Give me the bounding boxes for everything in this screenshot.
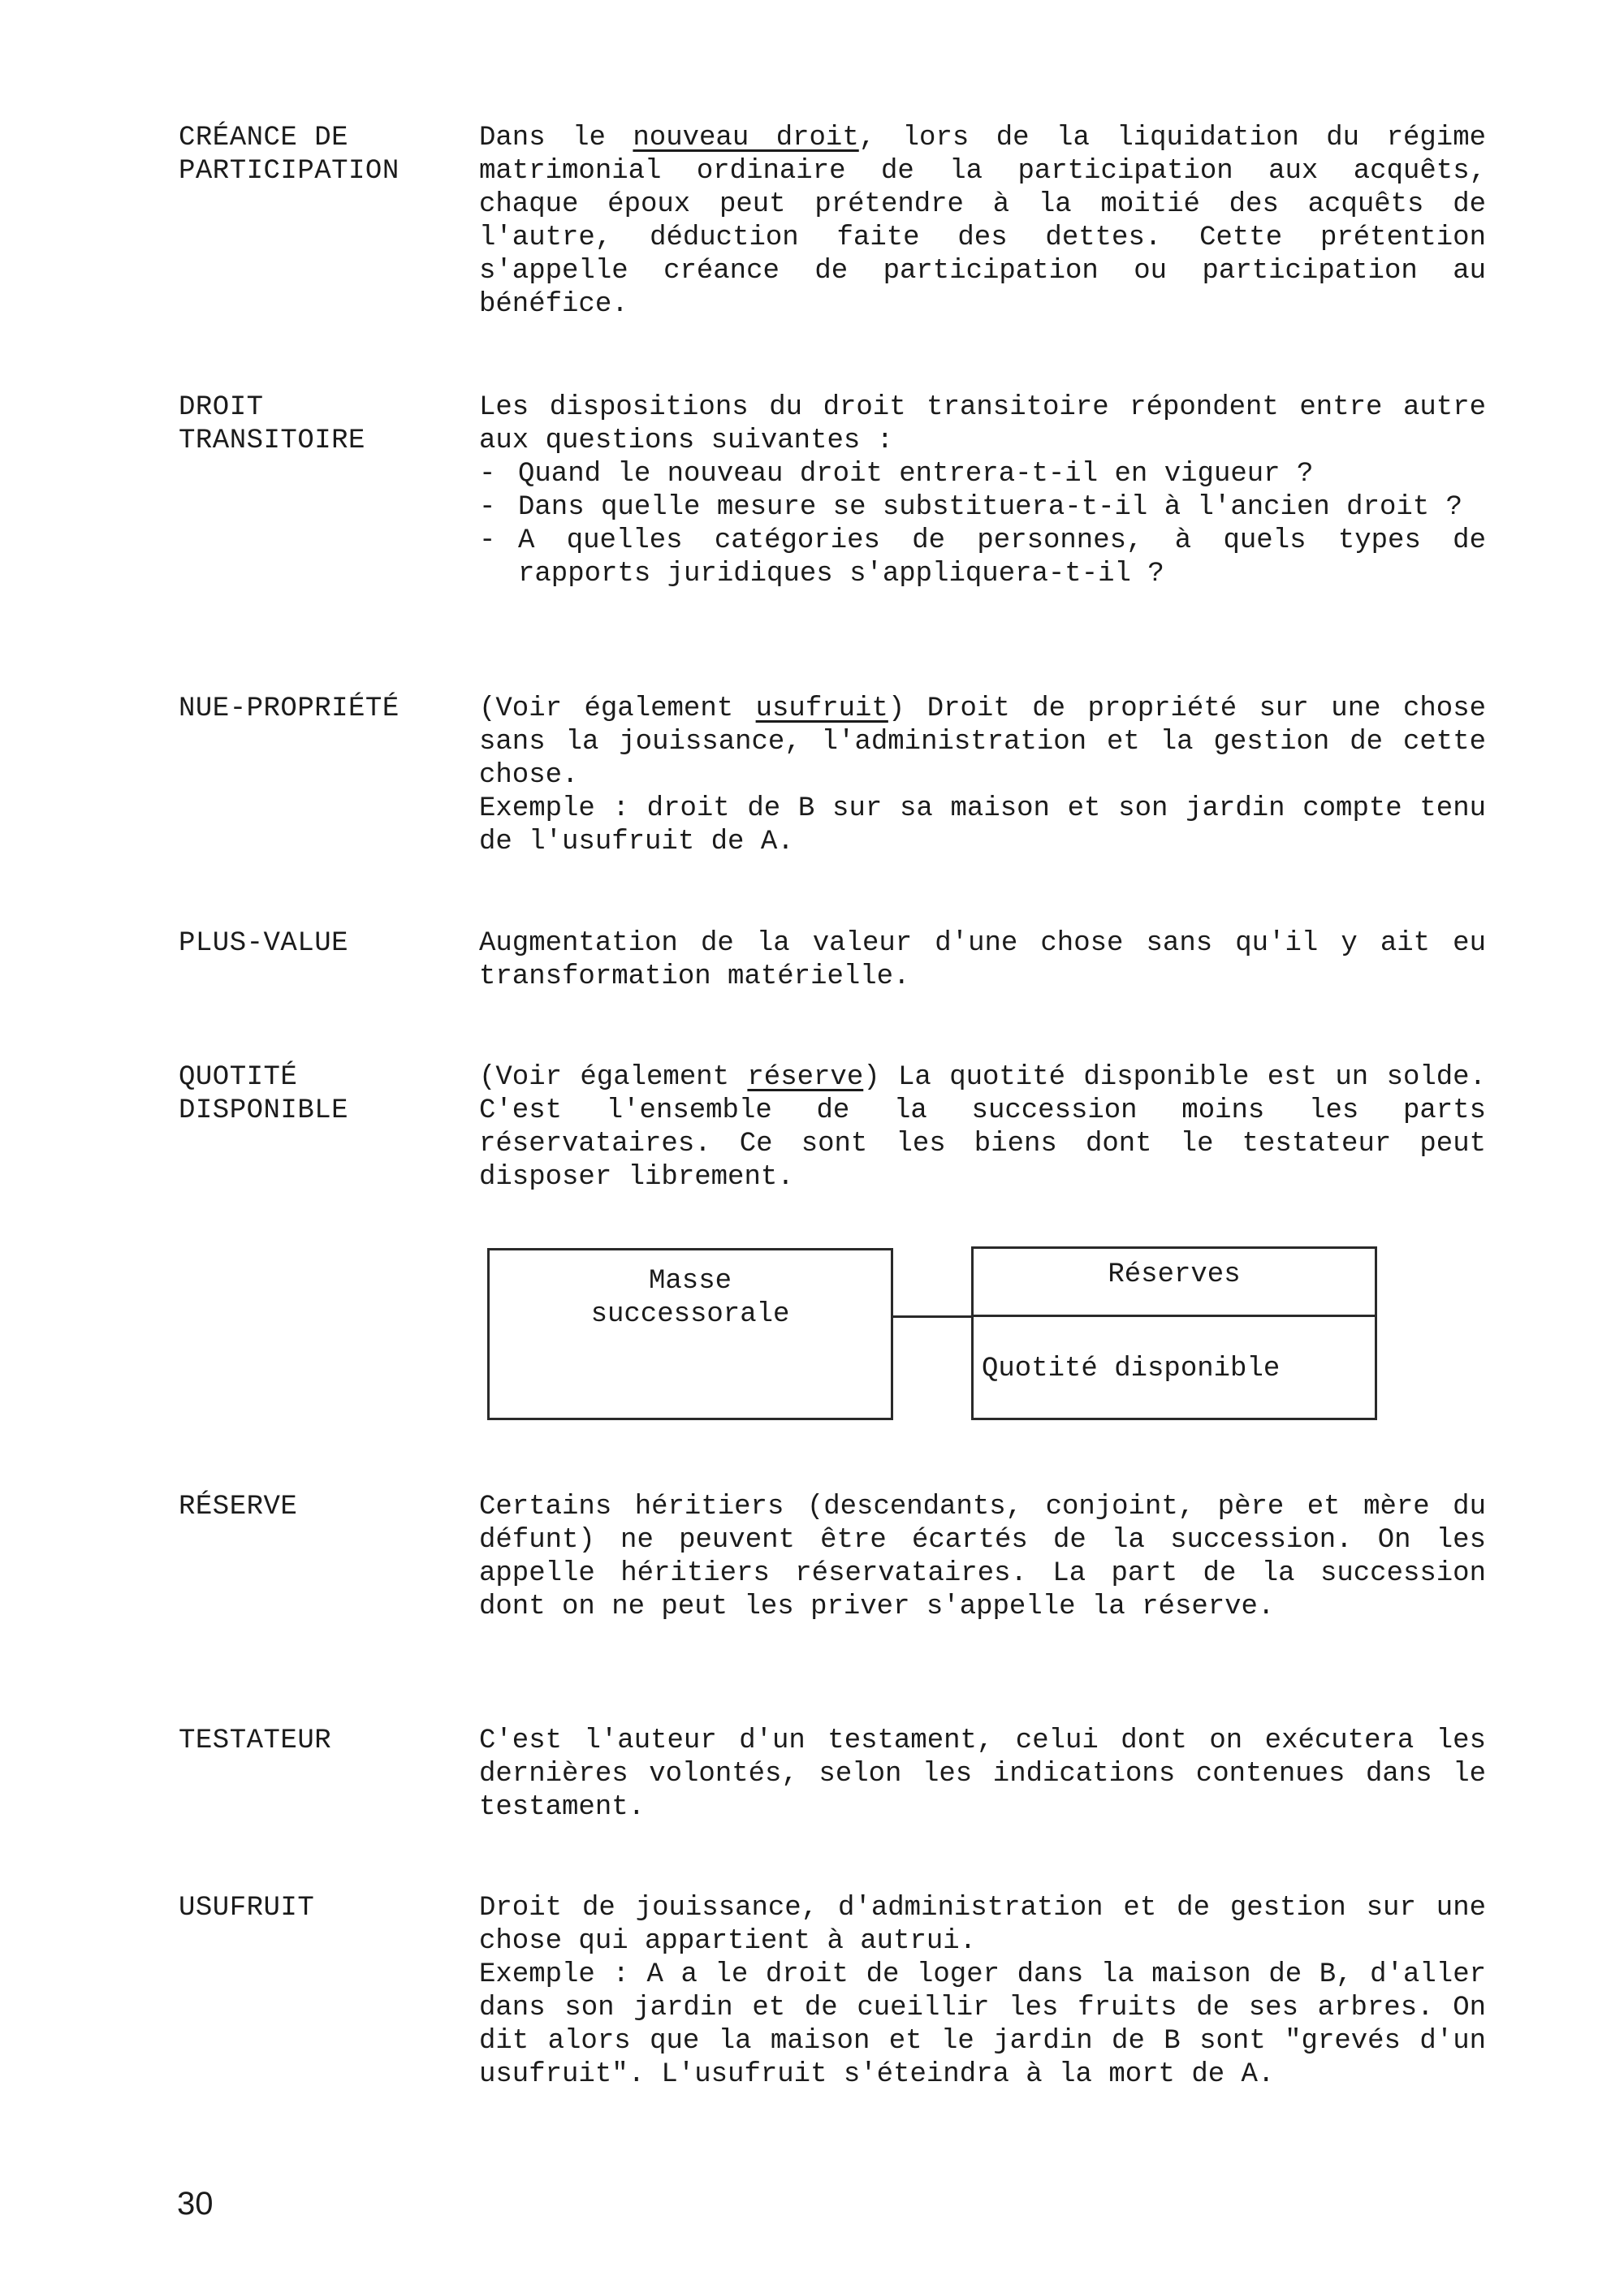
definition-text-start: (Voir également bbox=[479, 693, 756, 724]
quotite-disponible-label: Quotité disponible bbox=[982, 1354, 1281, 1384]
definition-text: C'est l'auteur d'un testament, celui dont on exécutera les dernières volontés, selon les indications contenues dans le testament. bbox=[479, 1725, 1486, 1823]
masse-successorale-label: Masse successorale bbox=[590, 1266, 790, 1330]
diagram-connector-line bbox=[893, 1315, 973, 1318]
list-item bbox=[479, 458, 1486, 491]
bullet-dash: - bbox=[479, 525, 496, 556]
page-number: 30 bbox=[177, 2186, 214, 2222]
term-plus-value: PLUS-VALUE bbox=[179, 928, 349, 959]
bullet-dash: - bbox=[479, 459, 496, 490]
definition-text-rest: ) Droit de propriété sur une chose sans la jouissance, l'administration et la gestion de cette chose. bbox=[479, 693, 1487, 791]
bullet-dash: - bbox=[479, 492, 496, 523]
definition-nue-propriete bbox=[479, 693, 1486, 859]
link-nouveau-droit[interactable]: nouveau droit bbox=[633, 123, 859, 153]
reserves-cell bbox=[974, 1249, 1375, 1317]
term-quotite-disponible: QUOTITÉ DISPONIBLE bbox=[179, 1062, 349, 1126]
definition-testateur bbox=[479, 1725, 1486, 1825]
term-droit-transitoire: DROIT TRANSITOIRE bbox=[179, 392, 365, 456]
definition-text: Certains héritiers (descendants, conjoint, père et mère du défunt) ne peuvent être écartés de la succession. On les appelle héritiers réservataires. La part de la succession dont on ne peut les priver s'appelle la réserve. bbox=[479, 1492, 1486, 1622]
definition-example: Exemple : A a le droit de loger dans la maison de B, d'aller dans son jardin et de cueillir les fruits de ses arbres. On dit alors que la maison et le jardin de B sont "grevés d'un usufruit". L'usufruit s'éteindra à la mort de A. bbox=[479, 1959, 1486, 2090]
link-reserve[interactable]: réserve bbox=[747, 1062, 864, 1093]
definition-text: Droit de jouissance, d'administration et de gestion sur une chose qui appartient à autrui. bbox=[479, 1893, 1486, 1957]
list-item bbox=[479, 525, 1486, 591]
term-nue-propriete: NUE-PROPRIÉTÉ bbox=[179, 693, 400, 724]
definition-text: Augmentation de la valeur d'une chose sans qu'il y ait eu transformation matérielle. bbox=[479, 928, 1486, 992]
definition-usufruit bbox=[479, 1892, 1486, 2092]
link-usufruit[interactable]: usufruit bbox=[755, 693, 888, 724]
definition-text-start: Dans le bbox=[479, 123, 633, 153]
definition-plus-value bbox=[479, 927, 1486, 994]
term-creance-de-participation: CRÉANCE DE PARTICIPATION bbox=[179, 123, 400, 187]
definition-creance-de-participation bbox=[479, 122, 1486, 322]
reserves-quotite-box bbox=[971, 1246, 1377, 1420]
definition-example: Exemple : droit de B sur sa maison et son jardin compte tenu de l'usufruit de A. bbox=[479, 793, 1486, 857]
term-testateur: TESTATEUR bbox=[179, 1725, 332, 1756]
succession-diagram bbox=[487, 1246, 1380, 1433]
definition-droit-transitoire bbox=[479, 391, 1486, 591]
question-text: A quelles catégories de personnes, à quels types de rapports juridiques s'appliquera-t-il ? bbox=[518, 525, 1486, 590]
question-text: Quand le nouveau droit entrera-t-il en vigueur ? bbox=[518, 459, 1314, 490]
list-item bbox=[479, 491, 1486, 525]
term-reserve: RÉSERVE bbox=[179, 1492, 298, 1522]
definition-text-start: (Voir également bbox=[479, 1062, 748, 1093]
definition-quotite-disponible bbox=[479, 1061, 1486, 1194]
reserves-label: Réserves bbox=[1108, 1259, 1241, 1290]
definition-intro: Les dispositions du droit transitoire répondent entre autre aux questions suivantes : bbox=[479, 392, 1486, 456]
masse-successorale-box bbox=[487, 1248, 893, 1420]
definition-text-rest: , lors de la liquidation du régime matrimonial ordinaire de la participation aux acquêts, chaque époux peut prétendre à la moitié des acquêts de l'autre, déduction faite des dettes. Cette prétention s'appelle créance de participation ou participation au bénéfice. bbox=[479, 123, 1486, 320]
term-usufruit: USUFRUIT bbox=[179, 1893, 315, 1924]
definition-text-rest: ) La quotité disponible est un solde. C'est l'ensemble de la succession moins les parts réservataires. Ce sont les biens dont le testateur peut disposer librement. bbox=[479, 1062, 1486, 1193]
question-text: Dans quelle mesure se substituera-t-il à l'ancien droit ? bbox=[518, 492, 1462, 523]
definition-reserve bbox=[479, 1491, 1486, 1624]
